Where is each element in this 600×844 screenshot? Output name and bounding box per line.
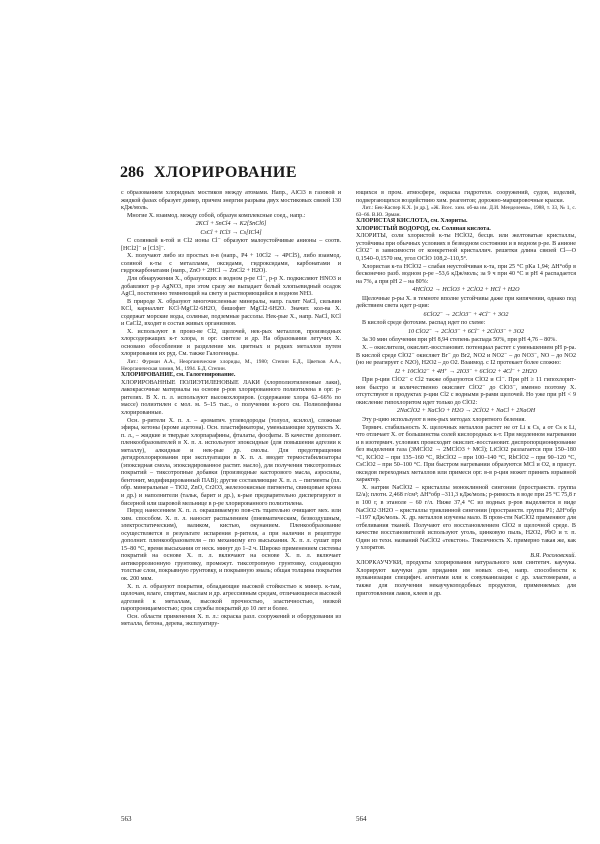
paragraph: Эту р-цию используют в нек-рых методах хлоритного беления. (362, 416, 526, 423)
paragraph: Осн. р-рители Х. п. л. – ароматич. углеводороды (толуол, ксилол), сложные эфиры, кетоны (кроме ацетона). Осн. пластификаторы, уменьшающие хрупкость Х. п. л., – жидкие и твердые хлорпарафины, фталаты, фосфаты. В качестве дополнит. пленкообразователей в Х. п. л. используют эпоксидные (для повышения адгезии к металлу), алкидные и нек-рые др. смолы. Для предотвращения дегидрохлорирования при эксплуатации в Х. п. л. вводят термостабилизаторы (эпоксидная смола, эпоксидированное растит. масло), для получения тиксотропных покрытий – тиксотропные добавки (производные касторового масла, аэросилы, бентонит, модифицированный ПАВ); другие составляющие Х. п. л. – пигменты (пл. обр. минеральные – TiO2, ZnO, Cr2O3, железоокисные пигменты, свинцовые крона и др.) и наполнители (тальк, барит и др.), к-рые предварительно диспергируют в бисерной или шаровой мельнице в р-ре хлорированного полиэтилена. (121, 417, 341, 507)
formula: 2NaClO2 + NaClO + H2O → 2ClO2 + NaCl + 2NaOH (396, 408, 536, 415)
entry-paragraph: ХЛОРКАУЧУКИ, продукты хлорирования натурального или синтетич. каучука. Хлорируют каучуки для придания им новых св-в, напр. способности к вулканизации специфич. агентами или к совулканизации с др. эластомерами, а также для получения некаучукоподобных продуктов, применяемых для приготовления лаков, клеев и др. (356, 560, 576, 597)
author-signature: В.Я. Росоловский. (530, 552, 576, 559)
paragraph: За 30 мин облучения при pH 8,94 степень распада 50%, при pH 4,76 – 80%. (362, 337, 557, 344)
formula: 4HClO2 → HClO3 + 2ClO2 + HCl + H2O (412, 287, 520, 294)
paragraph: Х. – окислители, окислит.-восстановит. потенциал растет с уменьшением pH р-ра. В кислой среде ClO2⁻ окисляет Br⁻ до Br2, NO2 и NO2⁻ – до NO3⁻, NO – до NO2 (но не реагирует с N2O), H2O2 – до O2. Взаимод. с I2 протекает более сложно: (356, 345, 576, 367)
paragraph: Многие Х. взаимод. между собой, образуя комплексные соед., напр.: (127, 212, 306, 219)
paragraph: Щелочные р-ры Х. в темноте вполне устойчивы даже при кипячении, однако под действием света идет р-ция: (356, 295, 576, 310)
paragraph: Х. используют в произ-ве Cl2, щелочей, нек-рых металлов, производных хлорсодержащих к-т хлора, в орг. синтезе и др. На образовании летучих Х. основано обособление и разделение мн. цветных и редких металлов путем хлорирования их руд. См. также Галогениды. (121, 328, 341, 358)
formula: 6ClO2⁻ → 2ClO3⁻ + 4Cl⁻ + 3O2 (423, 311, 509, 318)
paragraph: Перед нанесением Х. п. л. окрашиваемую пов-сть тщательно очищают мех. или хим. способом. Х. п. л. наносят распылением (пневматическим, безвоздушным, электростатическим), валиком, кистью, окунанием. Пленкообразование осуществляется в результате испарения р-рителя, а при наличии в рецептуре дополнит. пленкообразователя – по механизму его высыхания. Х. п. л. сушат при 15–80 °C, время высыхания от неск. минут до 1–2 ч. Широко применением системы покрытий на основе Х. п. л. включают на основе Х. п. л. включает антикоррозионную грунтовку, промежут. тиксотропную грунтовку, создающую толстые слои, покрывную грунтовку, и покрывную эмаль; общая толщина покрытия ок. 200 мкм. (121, 508, 341, 582)
literature-note: Лит.: Бек-Каспер К.Х. [и др.], «Ж. Всес. хим. об-ва им. Д.И. Менделеева», 1988, т. 33, № 1, с. 63–66. В.Ю. Эрман. (356, 205, 576, 218)
paragraph: с образованием хлоридных мостиков между атомами. Напр., AlCl3 в газовой и жидкой фазах образует димер, причем энергия разрыва двух мостиковых связей 130 кДж/моль. (121, 190, 341, 212)
right-column (356, 190, 576, 802)
paragraph: С солянкой к-той и Cl2 ионы Cl⁻ образуют малоустойчивые анионы – соотв. [HCl2]⁻ и [Cl3]⁻. (121, 238, 341, 252)
running-title: ХЛОРИРОВАНИЕ (154, 164, 298, 181)
footer-right-page-number: 564 (356, 815, 367, 823)
page-number: 286 (120, 164, 144, 181)
paragraph: Х. получают либо из простых в-в (напр., P4 + 10Cl2 → 4PCl5), либо взаимод. соляной к-ты с металлами, оксидами, гидроксидами, карбонатами и гидрокарбонатами (напр., ZnO + 2HCl → ZnCl2 + H2O). (121, 253, 341, 275)
footer-left-page-number: 563 (121, 815, 132, 823)
literature-note: Лит.: Фурман А.А., Неорганические хлориды, М., 1980; Степин Б.Д., Цветков А.А., Неорганическая химия, М., 1994. Б.Д. Степин. (121, 359, 341, 372)
paragraph: Х. натрия NaClO2 – кристаллы моноклинной сингонии (пространств. группа I2/a); плотн. 2,468 г/см³; ΔH°обр –311,3 кДж/моль; р-римость в воде при 25 °C 75,8 г в 100 г, в этаноле – 60 г/л. Ниже 37,4 °C из водных р-ров выделяется в виде NaClO2·3H2O – кристаллы триклинной сингонии (пространств. группа P1; ΔH°обр –1197 кДж/моль. Х. др. металлов изучены мало. В пром-сти NaClO2 применяют для отбеливания тканей. Получают его восстановлением ClO2 в щелочной среде. В качестве восстановителей используют уголь, цинковую пыль, H2O2, PbO и т. п. Один из техн. названий NaClO2 «текстон». Токсичность Х. примерно такая же, как у хлоратов. (356, 484, 576, 552)
paragraph: В кислой среде фотохим. распад идет по схеме: (362, 320, 486, 327)
formula: 10 ClO2⁻ → 2ClO3⁻ + 6Cl⁻ + 2ClO3⁻ + 3O2 (407, 328, 525, 335)
paragraph: Хлористая к-та HClO2 – слабая неустойчивая к-та, при 25 °C pKa 1,94; ΔH°обр в бесконечно разб. водном р-ре –53,6 кДж/моль; за 9 ч при 40 °C и pH 4 распадается на 7%, а при pH 2 – на 80%: (356, 263, 576, 285)
entry-heading: ХЛОРИРОВАНИЕ, см. Галогенирование. (121, 372, 236, 379)
paragraph: Х. п. л. образуют покрытия, обладающие высокой стойкостью к минер. к-там, щелочам, влаге, спиртам, маслам и др. агрессивным средам, отличающиеся высокой адгезией к металлам, высокой прочностью, эластичностью, низкой паропроницаемостью; срок службы покрытий до 10 лет и более. (121, 583, 341, 613)
entry-paragraph: ХЛОРИРОВАННЫЕ ПОЛИЭТИЛЕНОВЫЕ ЛАКИ (хлорполиэтиленовые лаки), лакокрасочные материалы на основе р-ров хлорированного полиэтилена в орг. р-рителях. В Х. п. л. используют высокохлориров. (содержание хлора 62–66% по массе) полиэтилен с мол. м. 5–15 тыс., о получении к-рого см. Полиолефины хлорированные. (121, 379, 341, 416)
formula: 2KCl + SnCl4 → K2[SnCl6] (195, 221, 267, 228)
formula: I2 + 10ClO2⁻ + 4H⁺ → 2IO3⁻ + 6ClO2 + 4Cl⁻ + 2H2O (394, 368, 538, 375)
formula: CsCl + ICl3 → Cs[ICl4] (200, 229, 262, 236)
left-column (121, 190, 341, 802)
paragraph: Для обнаружения Х., образующих в водном р-ре Cl⁻, р-р Х. подкисляют HNO3 и добавляют р-р AgNO3, при этом сразу же выпадает белый хлопьевидный осадок AgCl, постепенно темнеющий на свету и растворяющийся в водном NH3. (121, 276, 341, 298)
paragraph: В природе Х. образуют многочисленные минералы, напр. галит NaCl, сильвин KCl, карналлит KCl·MgCl2·6H2O, бишофит MgCl2·6H2O. Значит. кол-ва Х. содержат морские воды, соляные, подземные рассолы. Нек-рые Х., напр. NaCl, KCl и CaCl2, входят в состав живых организмов. (121, 298, 341, 328)
entry-heading: ХЛОРИСТЫЙ ВОДОРОД, см. Соляная кислота. (356, 225, 491, 232)
paragraph: Термич. стабильность Х. щелочных металлов растет не от Li к Cs, а от Cs к Li, что отличает Х. от большинства солей кислородных к-т. При медленном нагревании и в изотермич. условиях происходит окислит.-восстановит. диспропорционирование без выделения газа (3MClO2 → 2MClO3 + MCl); LiClO2 разлагается при 150–180 °C, KClO2 – при 135–160 °C, RbClO2 – при 100–140 °C, RbClO2 – при 90–120 °C, CsClO2 – при 50–100 °C. При быстром нагревании образуются MCl и O2, в присут. оксидов переходных металлов или примеси орг. в-в р-ция может принять взрывной характер. (356, 424, 576, 484)
entry-heading: ХЛОРИСТАЯ КИСЛОТА, см. Хлориты. (356, 218, 468, 225)
paragraph: При р-ции ClO2⁻ с Cl2 также образуются ClO2 и Cl⁻. При pH ≥ 11 гипохлорит-ион быстро и количественно окисляет ClO2⁻ до ClO3⁻, именно поэтому Х. отсутствуют в продуктах р-ции Cl2 с водными р-рами щелочей. Но уже при pH < 9 окисление гипохлоритом идет только до ClO2: (356, 377, 576, 406)
page-header (120, 164, 540, 186)
entry-paragraph: ХЛОРИТЫ, соли хлористой к-ты HClO2, бесцв. или желтоватые кристаллы, устойчивы при обычных условиях в безводном состоянии и в водном р-ре. В анионе ClO2⁻ в зависимости от конкретной кристаллич. решетки длина связей Cl—O 0,1540–0,1570 нм, угол OClO 108,2–110,5°. (356, 233, 576, 263)
paragraph: ющихся в пром. атмосфере, окраска гидротехн. сооружений, судов, изделий, подвергающихся воздействию хим. реагентов; дорожно-маркировочные краски. (356, 190, 576, 204)
paragraph: Осн. области применения Х. п. л.: окраска разл. сооружений и оборудования из металла, бетона, дерева, эксплуатиру- (121, 613, 341, 628)
